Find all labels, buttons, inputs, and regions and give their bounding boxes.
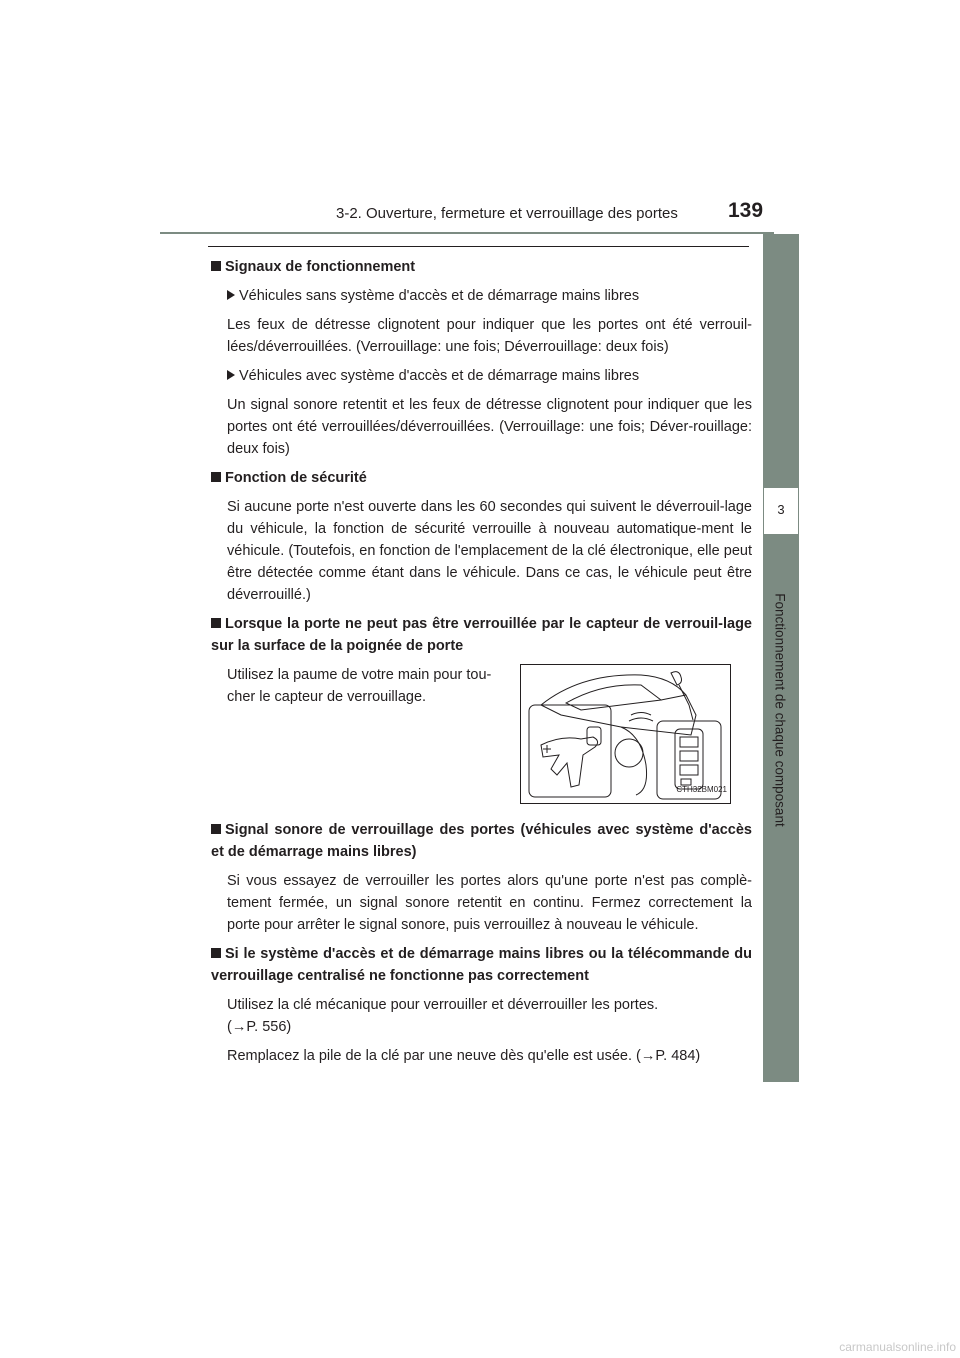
chapter-number: 3: [777, 502, 785, 517]
paragraph-signals-1: Les feux de détresse clignotent pour indiquer que les portes ont été verrouil-lées/déverrouillées. (Verrouillage: une fois; Déverrouillage: deux fois): [227, 317, 752, 355]
section-heading-malfunction: Si le système d'accès et de démarrage mains libres ou la télécommande du verrouillage centralisé ne fonctionne pas correctement: [211, 946, 752, 984]
page-number: 139: [728, 199, 764, 222]
header-section-title: 3-2. Ouverture, fermeture et verrouillage des portes: [336, 205, 678, 222]
bullet-without-smart-key: Véhicules sans système d'accès et de démarrage mains libres: [227, 285, 752, 307]
square-bullet-icon: [211, 824, 221, 834]
paragraph-malfunction-1: Utilisez la clé mécanique pour verrouiller et déverrouiller les portes. (→P. 556): [227, 997, 659, 1035]
header-rule: [160, 232, 774, 234]
section-heading-buzzer: Signal sonore de verrouillage des portes (véhicules avec système d'accès et de démarrage mains libres): [211, 822, 752, 860]
door-handle-illustration: [520, 664, 731, 804]
square-bullet-icon: [211, 948, 221, 958]
square-bullet-icon: [211, 472, 221, 482]
main-content: [211, 256, 752, 1074]
triangle-bullet-icon: [227, 290, 235, 300]
square-bullet-icon: [211, 618, 221, 628]
content-rule: [208, 246, 749, 247]
paragraph-security: Si aucune porte n'est ouverte dans les 60 secondes qui suivent le déverrouil-lage du véhicule, la fonction de sécurité verrouille à nouveau automatique-ment le véhicule. (Toutefois, en fonction de l'emplacement de la clé électronique, elle peut être détectée comme étant dans le véhicule. Dans ce cas, le véhicule peut être déverrouillé.): [227, 499, 752, 603]
figure-code: CTH32BM021: [676, 785, 727, 794]
section-heading-security: Fonction de sécurité: [211, 467, 752, 489]
paragraph-buzzer: Si vous essayez de verrouiller les portes alors qu'une porte n'est pas complè-tement fermée, un signal sonore retentit en continu. Fermez correctement la porte pour arrêter le signal sonore, puis verrouillez à nouveau le véhicule.: [227, 873, 752, 933]
chapter-title: Fonctionnement de chaque composant: [772, 593, 788, 827]
paragraph-malfunction-2: Remplacez la pile de la clé par une neuve dès qu'elle est usée. (→P. 484): [227, 1048, 701, 1064]
paragraph-sensor: Utilisez la paume de votre main pour tou-cher le capteur de verrouillage.: [227, 667, 492, 705]
section-heading-signals: Signaux de fonctionnement: [211, 256, 752, 278]
section-heading-sensor: Lorsque la porte ne peut pas être verrouillée par le capteur de verrouil-lage sur la surface de la poignée de porte: [211, 616, 752, 654]
square-bullet-icon: [211, 261, 221, 271]
paragraph-signals-2: Un signal sonore retentit et les feux de détresse clignotent pour indiquer que les portes ont été verrouillées/déverrouillées. (Verrouillage: une fois; Déver-rouillage: deux fois): [227, 397, 752, 457]
triangle-bullet-icon: [227, 370, 235, 380]
bullet-with-smart-key: Véhicules avec système d'accès et de démarrage mains libres: [227, 365, 752, 387]
watermark: carmanualsonline.info: [839, 1340, 956, 1354]
sensor-figure-row: [211, 664, 752, 810]
